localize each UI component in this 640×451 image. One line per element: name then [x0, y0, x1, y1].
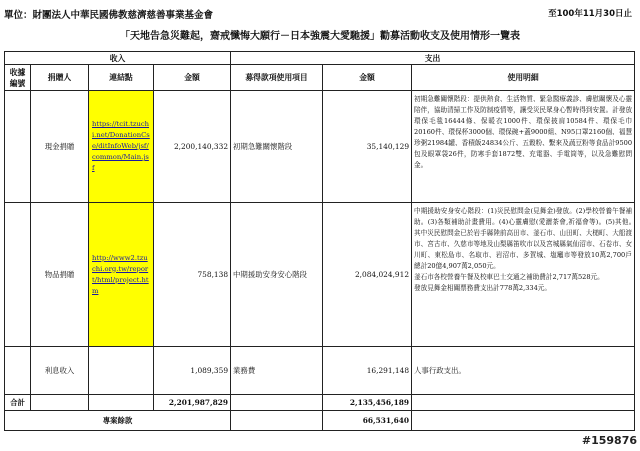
col-expense-amount: 金額: [323, 65, 412, 91]
donation-link[interactable]: https://tcit.tzuchi.net/DonationCse/ditInfoWeb/jsf/common/Main.jsf: [89, 91, 154, 203]
totals-row: [5, 395, 635, 411]
col-amount: 金額: [154, 65, 231, 91]
expense-total: 2,135,456,189: [323, 395, 412, 411]
report-title: 「天地告急災難起，齋戒懺悔大願行－日本強震大愛馳援」勸募活動收支及使用情形一覽表: [120, 31, 520, 42]
income-header: 收入: [5, 52, 231, 65]
report-date: 至100年11月30日止: [548, 9, 632, 19]
expense-amount-cell: 16,291,148: [323, 347, 412, 395]
col-link: 連結點: [89, 65, 154, 91]
usage-detail-cell: 中期援助安身安心階段：(1)災民慰問金(見舞金)發放。(2)學校營養午餐補助。(3)各類補助計畫費用。(4)心靈膚慰(愛灑茶會,祈福會等)。(5)其他。 其中災民慰問金已於岩手縣陸前高田市、釜石市、山田町、大槌町、大船渡市、宮古市、久慈市等地及山梨縣笛吹市以及宮城縣氣仙沼市、石卷市、女川町、東松島市、名取市、岩沼市、多賀城、塩竈市等發放10萬2,700戶總計20億4,907萬2,050元。 釜石市各校營養午餐及校車巴士交通之補助費計2,717萬528元。 發放見舞金相關票務費支出計778萬2,334元。: [412, 203, 635, 347]
usage-detail-cell: 初期急難關懷階段：提供熱食、生活物質、緊急醫療義診、膚慰關懷及心靈陪伴，協助清掃工作及防制疫情等，讓受災民眾身心暫時得到安置。計發放環保毛毯16444條、保暖衣1000件、環保披肩10584件、環保毛巾20160件、環保杯3000個、環保碗+蓋9000組、N95口罩2160個、福慧珍粥21984罐、香積飯24834公斤、五穀粉、繫來及蔬豆粉等食品計9500包及眼罩袋26件，防寒手套1872雙、充電器、手電筒等，以及急難慰問金。: [412, 91, 635, 203]
balance-row: [5, 411, 635, 431]
report-link[interactable]: http://www2.tzuchi.org.tw/report/html/project.htm: [89, 203, 154, 347]
amount-cell: 2,200,140,332: [154, 91, 231, 203]
expense-amount-cell: 35,140,129: [323, 91, 412, 203]
table-row: [5, 203, 635, 347]
table-row: [5, 91, 635, 203]
image-id-stamp: #159876: [581, 434, 637, 447]
expense-amount-cell: 2,084,024,912: [323, 203, 412, 347]
usage-item-cell: 初期急難關懷階段: [231, 91, 323, 203]
totals-label: 合計: [5, 395, 31, 411]
col-donor: 捐贈人: [31, 65, 89, 91]
col-category: 收據編號: [5, 65, 31, 91]
donor-cell: 利息收入: [31, 347, 89, 395]
finance-table: [4, 51, 639, 431]
col-usage-item: 募得款項使用項目: [231, 65, 323, 91]
table-row: [5, 347, 635, 395]
usage-detail-cell: 人事行政支出。: [412, 347, 635, 395]
usage-item-cell: 中期援助安身安心階段: [231, 203, 323, 347]
expense-header: 支出: [231, 52, 635, 65]
donor-cell: 物品捐贈: [31, 203, 89, 347]
donor-cell: 現金捐贈: [31, 91, 89, 203]
col-usage-detail: 使用明細: [412, 65, 635, 91]
amount-cell: 758,138: [154, 203, 231, 347]
balance-label: 專案餘款: [5, 411, 231, 431]
balance-amount: 66,531,640: [323, 411, 412, 431]
usage-item-cell: 業務費: [231, 347, 323, 395]
organization-unit: 單位：財團法人中華民國佛教慈濟慈善事業基金會: [4, 10, 214, 21]
income-total: 2,201,987,829: [154, 395, 231, 411]
amount-cell: 1,089,359: [154, 347, 231, 395]
link-cell: [89, 347, 154, 395]
